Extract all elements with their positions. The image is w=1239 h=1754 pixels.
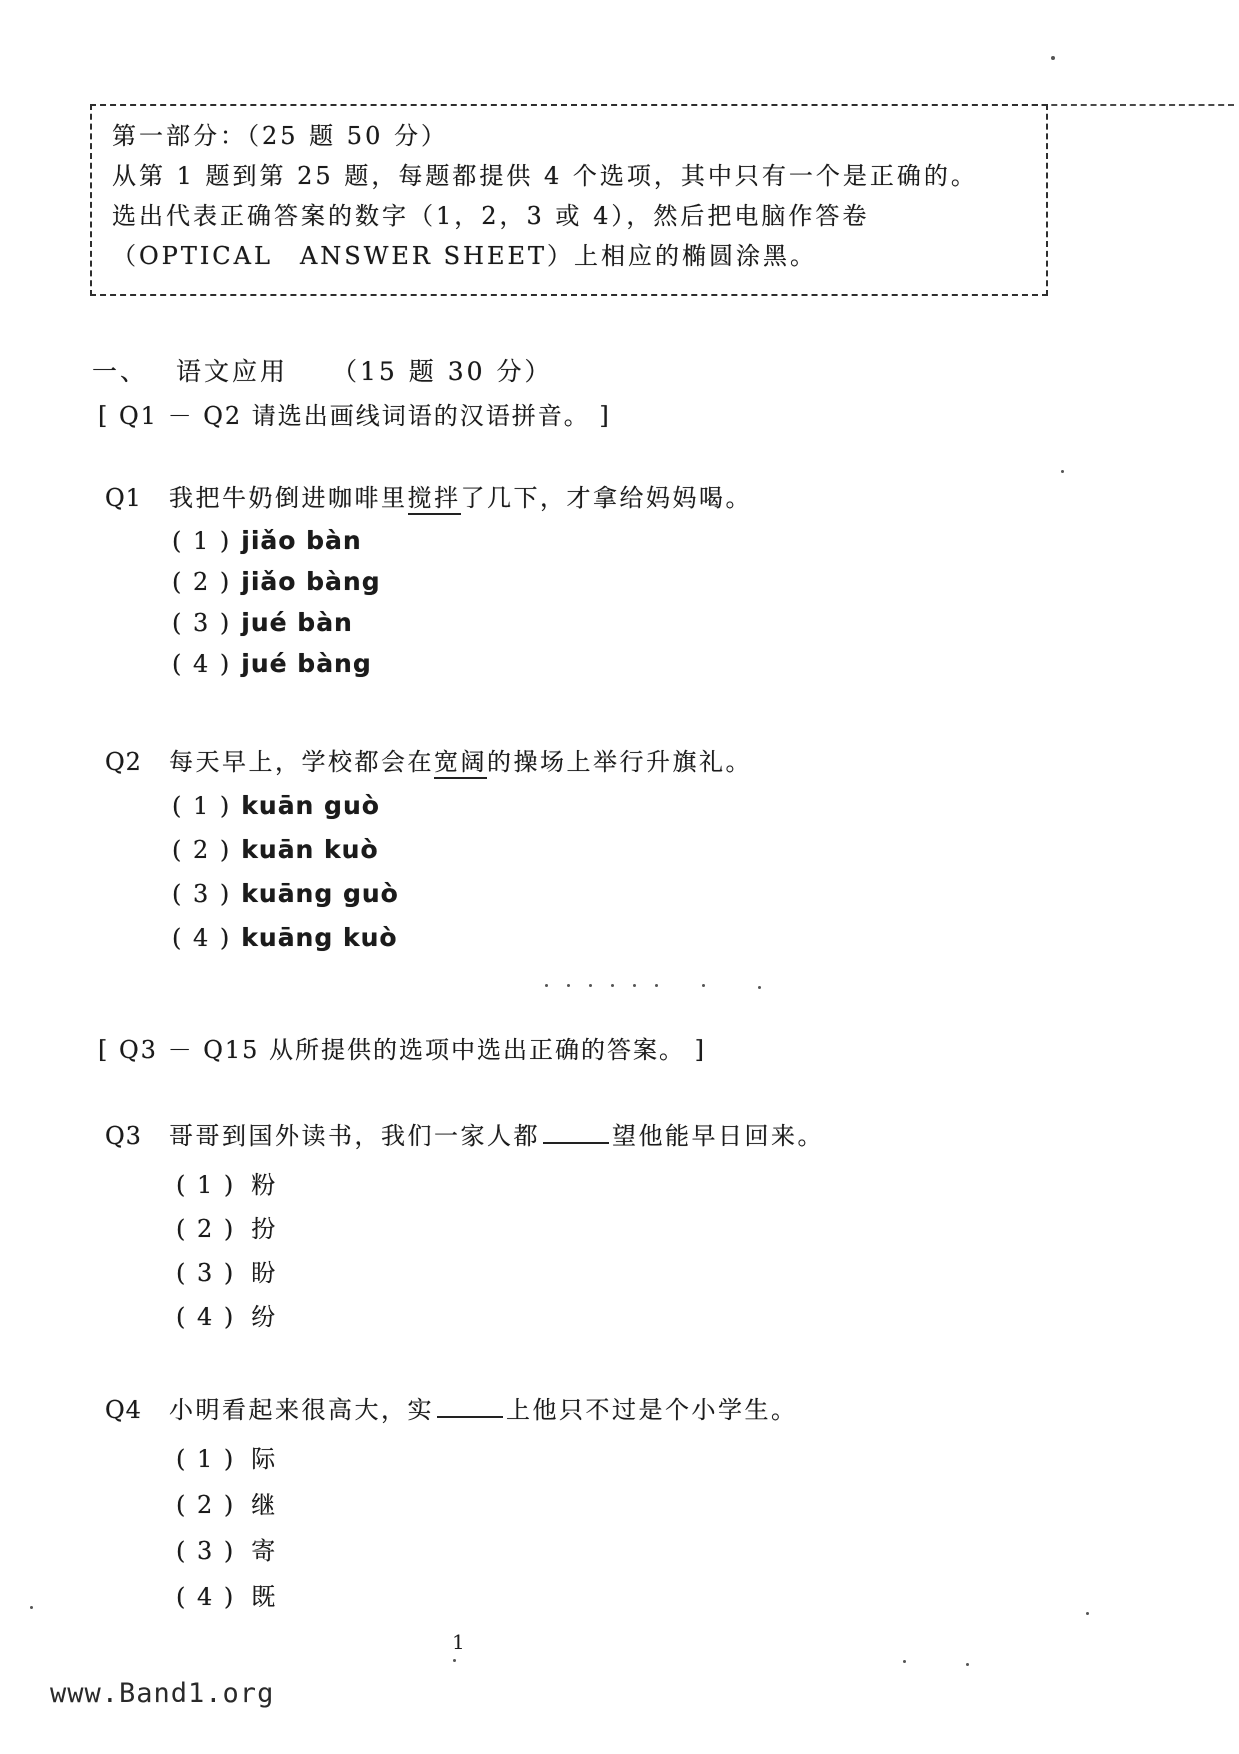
q3-text-after: 望他能早日回来。 (612, 1122, 824, 1150)
watermark-url: www.Band1.org (50, 1678, 275, 1709)
q3-option-4: ( 4 ) 纷 (176, 1303, 278, 1331)
q2-option-4: ( 4 ) kuāng kuò (172, 923, 398, 952)
scan-speck (545, 984, 548, 987)
question-number-q1: Q1 (105, 484, 142, 512)
scan-speck (30, 1606, 33, 1609)
scan-speck (702, 984, 705, 987)
q3-option-2: ( 2 ) 扮 (176, 1215, 278, 1243)
scan-speck (1051, 56, 1055, 60)
scan-speck (589, 984, 592, 987)
q3-text-before: 哥哥到国外读书，我们一家人都 (169, 1122, 540, 1150)
instruction-q1-q2: [ Q1 － Q2 请选出画线词语的汉语拼音。 ] (98, 402, 611, 430)
question-number-q4: Q4 (105, 1396, 142, 1424)
instruction-line-2: 选出代表正确答案的数字（1，2，3 或 4），然后把电脑作答卷 (112, 202, 870, 230)
instruction-line-3: （OPTICAL ANSWER SHEET）上相应的椭圆涂黑。 (112, 242, 818, 270)
section-name: 语文应用 (176, 357, 289, 386)
q3-option-1: ( 1 ) 粉 (176, 1171, 278, 1199)
q2-option-1: ( 1 ) kuān guò (172, 791, 380, 820)
q2-text-after: 的操场上举行升旗礼。 (487, 748, 752, 776)
q4-option-2: ( 2 ) 继 (176, 1491, 278, 1519)
q4-options (176, 1436, 277, 1620)
q2-option-2: ( 2 ) kuān kuò (172, 835, 379, 864)
scan-speck (633, 984, 636, 987)
instruction-line-1: 从第 1 题到第 25 题，每题都提供 4 个选项，其中只有一个是正确的。 (112, 162, 978, 190)
q1-text-before: 我把牛奶倒进咖啡里 (169, 484, 408, 512)
q4-option-1: ( 1 ) 际 (176, 1445, 278, 1473)
question-q4 (105, 1390, 798, 1425)
question-number-q3: Q3 (105, 1122, 142, 1150)
q2-text-before: 每天早上，学校都会在 (169, 748, 434, 776)
section-heading (92, 352, 553, 388)
question-q3 (105, 1116, 824, 1151)
part-title: 第一部分：（25 题 50 分） (112, 122, 448, 150)
q1-underlined-word: 搅拌 (408, 484, 461, 515)
q4-option-4: ( 4 ) 既 (176, 1583, 278, 1611)
q2-underlined-word: 宽阔 (434, 748, 487, 779)
q4-text-after: 上他只不过是个小学生。 (506, 1396, 798, 1424)
q3-options (176, 1163, 277, 1339)
instruction-q3-q15: [ Q3 － Q15 从所提供的选项中选出正确的答案。 ] (98, 1036, 707, 1064)
q3-option-3: ( 3 ) 盼 (176, 1259, 278, 1287)
scan-speck (611, 984, 614, 987)
question-number-q2: Q2 (105, 748, 142, 776)
q1-option-1: ( 1 ) jiǎo bàn (172, 526, 362, 555)
page-number: 1 (452, 1630, 465, 1654)
question-q2 (105, 742, 752, 777)
q1-options (172, 520, 381, 684)
q4-fill-blank (437, 1412, 503, 1418)
q1-option-2: ( 2 ) jiǎo bàng (172, 567, 381, 596)
scan-speck (655, 984, 658, 987)
section-marks: （15 题 30 分） (332, 357, 553, 386)
scan-speck (453, 1659, 456, 1662)
q2-option-3: ( 3 ) kuāng guò (172, 879, 399, 908)
scan-speck (903, 1660, 906, 1663)
q1-text-after: 了几下，才拿给妈妈喝。 (460, 484, 752, 512)
question-q1 (105, 478, 752, 513)
section-number: 一、 (92, 357, 149, 386)
scan-speck (966, 1663, 969, 1666)
q4-option-3: ( 3 ) 寄 (176, 1537, 278, 1565)
section-instruction-box (90, 104, 1048, 296)
q2-options (172, 784, 399, 960)
scan-speck (758, 986, 761, 989)
q1-option-3: ( 3 ) jué bàn (172, 608, 353, 637)
scan-speck (1086, 1612, 1089, 1615)
scan-speck (1061, 470, 1064, 473)
q1-option-4: ( 4 ) jué bàng (172, 649, 372, 678)
scan-speck (567, 984, 570, 987)
q3-fill-blank (543, 1138, 609, 1144)
q4-text-before: 小明看起来很高大，实 (169, 1396, 434, 1424)
